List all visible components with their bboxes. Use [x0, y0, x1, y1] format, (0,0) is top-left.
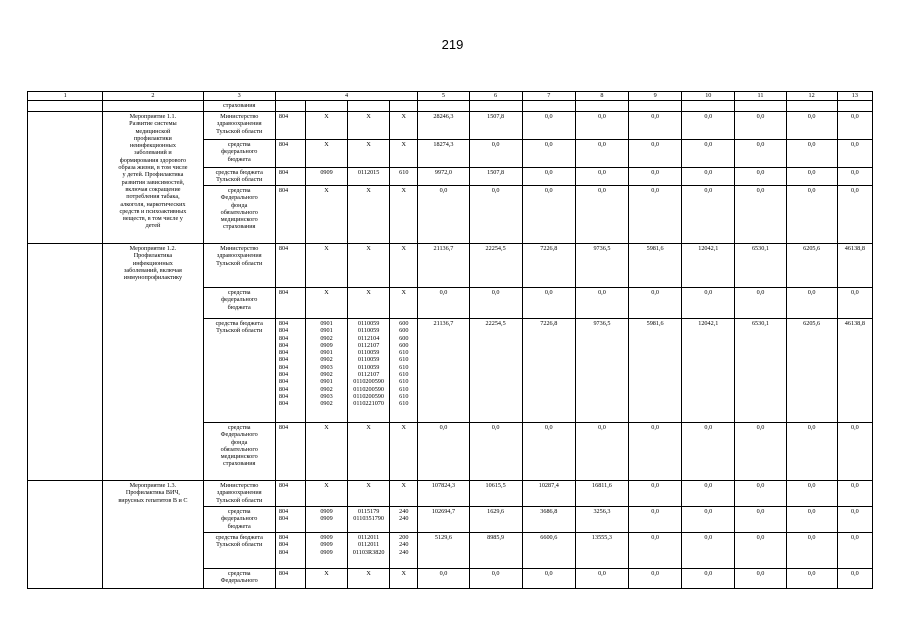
amount-cell: 0,0	[682, 423, 735, 481]
amount-cell: 10615,5	[469, 481, 522, 507]
amount-cell: 0,0	[786, 533, 837, 569]
amount-cell: 0,0	[735, 423, 786, 481]
amount-cell: 102694,7	[418, 507, 469, 533]
amount-cell	[522, 101, 575, 112]
empty-cell	[28, 101, 103, 112]
amount-cell: 22254,5	[469, 319, 522, 423]
section-code: 0909	[305, 168, 347, 186]
amount-cell: 0,0	[735, 112, 786, 140]
amount-cell: 0,0	[682, 481, 735, 507]
measure-name	[103, 101, 203, 112]
amount-cell: 10287,4	[522, 481, 575, 507]
ministry-code: 804	[275, 140, 305, 168]
empty-cell	[28, 112, 103, 244]
amount-cell: 21136,7	[418, 244, 469, 288]
amount-cell: 0,0	[682, 569, 735, 589]
amount-cell: 0,0	[735, 168, 786, 186]
amount-cell: 0,0	[575, 423, 628, 481]
amount-cell: 0,0	[837, 112, 872, 140]
header-cell: 6	[469, 92, 522, 101]
amount-cell: 1507,8	[469, 112, 522, 140]
ministry-code: 804 804 804	[275, 533, 305, 569]
amount-cell: 9736,5	[575, 244, 628, 288]
amount-cell: 0,0	[522, 423, 575, 481]
amount-cell	[837, 101, 872, 112]
amount-cell: 0,0	[682, 186, 735, 244]
funding-source: средства Федерального фонда обязательного медицинского страхования	[203, 423, 275, 481]
amount-cell: 1629,6	[469, 507, 522, 533]
amount-cell: 1507,8	[469, 168, 522, 186]
amount-cell: 0,0	[575, 186, 628, 244]
target-article-code: X	[348, 140, 390, 168]
section-code: X	[305, 112, 347, 140]
amount-cell: 0,0	[629, 112, 682, 140]
section-code: X	[305, 569, 347, 589]
amount-cell: 0,0	[629, 423, 682, 481]
amount-cell: 0,0	[575, 168, 628, 186]
amount-cell: 12042,1	[682, 244, 735, 288]
amount-cell: 0,0	[629, 140, 682, 168]
amount-cell: 107824,3	[418, 481, 469, 507]
amount-cell: 0,0	[682, 533, 735, 569]
amount-cell: 0,0	[418, 569, 469, 589]
funding-source: средства федерального бюджета	[203, 507, 275, 533]
header-cell: 11	[735, 92, 786, 101]
empty-cell	[28, 481, 103, 589]
amount-cell: 18274,3	[418, 140, 469, 168]
header-cell: 7	[522, 92, 575, 101]
amount-cell: 0,0	[629, 533, 682, 569]
amount-cell: 0,0	[469, 423, 522, 481]
funding-source: средства федерального бюджета	[203, 140, 275, 168]
expense-type-code: X	[390, 186, 418, 244]
expense-type-code: X	[390, 244, 418, 288]
section-code: X	[305, 481, 347, 507]
budget-table	[27, 91, 873, 589]
amount-cell	[682, 101, 735, 112]
target-article-code: X	[348, 244, 390, 288]
funding-source: средства бюджета Тульской области	[203, 533, 275, 569]
target-article-code: X	[348, 423, 390, 481]
amount-cell: 0,0	[837, 186, 872, 244]
amount-cell	[575, 101, 628, 112]
amount-cell: 8985,9	[469, 533, 522, 569]
amount-cell: 5981,6	[629, 244, 682, 288]
header-cell: 9	[629, 92, 682, 101]
target-article-code: 0115179 0110351790	[348, 507, 390, 533]
amount-cell: 0,0	[522, 168, 575, 186]
header-cell: 4	[275, 92, 418, 101]
amount-cell: 0,0	[522, 186, 575, 244]
amount-cell: 0,0	[469, 569, 522, 589]
header-cell: 5	[418, 92, 469, 101]
funding-source: средства Федерального	[203, 569, 275, 589]
amount-cell: 0,0	[629, 507, 682, 533]
amount-cell: 0,0	[418, 288, 469, 319]
header-row	[28, 92, 873, 101]
funding-source: Министерство здравоохранения Тульской области	[203, 481, 275, 507]
amount-cell: 7226,8	[522, 244, 575, 288]
amount-cell: 0,0	[837, 168, 872, 186]
amount-cell: 0,0	[786, 481, 837, 507]
amount-cell: 0,0	[786, 507, 837, 533]
amount-cell: 0,0	[575, 112, 628, 140]
amount-cell: 22254,5	[469, 244, 522, 288]
section-code: 0909 0909	[305, 507, 347, 533]
expense-type-code: 600 600 600 600 610 610 610 610 610 610 610 610	[390, 319, 418, 423]
amount-cell: 0,0	[682, 140, 735, 168]
header-cell: 10	[682, 92, 735, 101]
ministry-code: 804	[275, 112, 305, 140]
amount-cell: 6205,6	[786, 319, 837, 423]
amount-cell: 0,0	[837, 481, 872, 507]
ministry-code: 804	[275, 244, 305, 288]
ministry-code	[275, 101, 305, 112]
header-cell: 13	[837, 92, 872, 101]
amount-cell: 0,0	[682, 507, 735, 533]
section-code: X	[305, 186, 347, 244]
amount-cell: 0,0	[786, 186, 837, 244]
amount-cell: 0,0	[837, 423, 872, 481]
section-code: X	[305, 288, 347, 319]
amount-cell: 0,0	[629, 168, 682, 186]
amount-cell	[629, 101, 682, 112]
ministry-code: 804	[275, 423, 305, 481]
header-cell: 12	[786, 92, 837, 101]
amount-cell: 0,0	[629, 288, 682, 319]
amount-cell: 0,0	[735, 186, 786, 244]
funding-source: Министерство здравоохранения Тульской области	[203, 112, 275, 140]
amount-cell: 6205,6	[786, 244, 837, 288]
amount-cell: 21136,7	[418, 319, 469, 423]
amount-cell: 0,0	[575, 288, 628, 319]
amount-cell: 0,0	[837, 569, 872, 589]
section-code	[305, 101, 347, 112]
amount-cell: 0,0	[575, 140, 628, 168]
amount-cell: 0,0	[735, 288, 786, 319]
amount-cell: 7226,8	[522, 319, 575, 423]
amount-cell: 0,0	[469, 186, 522, 244]
target-article-code: X	[348, 569, 390, 589]
amount-cell: 0,0	[682, 288, 735, 319]
expense-type-code	[390, 101, 418, 112]
table-row	[28, 244, 873, 288]
amount-cell: 0,0	[575, 569, 628, 589]
target-article-code	[348, 101, 390, 112]
amount-cell: 0,0	[786, 569, 837, 589]
amount-cell: 0,0	[786, 140, 837, 168]
amount-cell: 0,0	[837, 140, 872, 168]
amount-cell: 9972,0	[418, 168, 469, 186]
amount-cell: 0,0	[418, 423, 469, 481]
funding-source: средства бюджета Тульской области	[203, 319, 275, 423]
amount-cell: 9736,5	[575, 319, 628, 423]
funding-source: Министерство здравоохранения Тульской области	[203, 244, 275, 288]
section-code: 0901 0901 0902 0909 0901 0902 0903 0902 0901 0902 0903 0902	[305, 319, 347, 423]
amount-cell	[469, 101, 522, 112]
expense-type-code: X	[390, 569, 418, 589]
ministry-code: 804	[275, 186, 305, 244]
amount-cell: 0,0	[735, 569, 786, 589]
expense-type-code: X	[390, 112, 418, 140]
amount-cell: 6600,6	[522, 533, 575, 569]
amount-cell: 0,0	[735, 507, 786, 533]
expense-type-code: 200 240 240	[390, 533, 418, 569]
amount-cell: 0,0	[469, 288, 522, 319]
target-article-code: X	[348, 112, 390, 140]
amount-cell: 0,0	[735, 533, 786, 569]
expense-type-code: X	[390, 288, 418, 319]
section-code: X	[305, 423, 347, 481]
amount-cell: 0,0	[629, 481, 682, 507]
amount-cell: 0,0	[522, 569, 575, 589]
amount-cell	[418, 101, 469, 112]
amount-cell: 13555,3	[575, 533, 628, 569]
ministry-code: 804	[275, 569, 305, 589]
amount-cell: 3256,3	[575, 507, 628, 533]
amount-cell: 0,0	[522, 112, 575, 140]
amount-cell: 46138,8	[837, 319, 872, 423]
section-code: 0909 0909 0909	[305, 533, 347, 569]
expense-type-code: X	[390, 140, 418, 168]
ministry-code: 804 804 804 804 804 804 804 804 804 804 804 804	[275, 319, 305, 423]
ministry-code: 804	[275, 481, 305, 507]
funding-source: средства федерального бюджета	[203, 288, 275, 319]
section-code: X	[305, 140, 347, 168]
amount-cell: 0,0	[837, 288, 872, 319]
amount-cell: 16811,6	[575, 481, 628, 507]
amount-cell: 3686,8	[522, 507, 575, 533]
header-cell: 8	[575, 92, 628, 101]
ministry-code: 804 804	[275, 507, 305, 533]
measure-name: Мероприятие 1.3. Профилактика ВИЧ, вирусных гепатитов В и С	[103, 481, 203, 589]
table-row	[28, 101, 873, 112]
funding-source: средства бюджета Тульской области	[203, 168, 275, 186]
amount-cell: 6530,1	[735, 319, 786, 423]
target-article-code: X	[348, 186, 390, 244]
amount-cell: 0,0	[522, 288, 575, 319]
header-cell: 2	[103, 92, 203, 101]
target-article-code: X	[348, 481, 390, 507]
amount-cell: 28246,3	[418, 112, 469, 140]
amount-cell: 0,0	[786, 288, 837, 319]
amount-cell: 0,0	[629, 186, 682, 244]
amount-cell: 0,0	[837, 533, 872, 569]
amount-cell: 0,0	[735, 140, 786, 168]
amount-cell: 5981,6	[629, 319, 682, 423]
amount-cell: 0,0	[522, 140, 575, 168]
measure-name: Мероприятие 1.2. Профилактика инфекционных заболеваний, включая иммунопрофилактику	[103, 244, 203, 481]
amount-cell: 0,0	[469, 140, 522, 168]
table-row	[28, 112, 873, 140]
amount-cell: 0,0	[418, 186, 469, 244]
section-code: X	[305, 244, 347, 288]
target-article-code: 0112011 0112011 01103R3820	[348, 533, 390, 569]
amount-cell: 0,0	[629, 569, 682, 589]
empty-cell	[28, 244, 103, 481]
header-cell: 3	[203, 92, 275, 101]
amount-cell: 0,0	[735, 481, 786, 507]
measure-name: Мероприятие 1.1. Развитие системы медицинской профилактики неинфекционных заболеваний и формирования здорового образа жизни, в том числе у детей. Профилактика развития зависимостей, включая сокращение потребления табака, алкоголя, наркотических средств и психоактивных веществ, в том числе у детей	[103, 112, 203, 244]
amount-cell: 0,0	[682, 112, 735, 140]
target-article-code: 0112015	[348, 168, 390, 186]
ministry-code: 804	[275, 168, 305, 186]
amount-cell: 0,0	[837, 507, 872, 533]
target-article-code: X	[348, 288, 390, 319]
expense-type-code: X	[390, 423, 418, 481]
expense-type-code: 240 240	[390, 507, 418, 533]
amount-cell: 0,0	[682, 168, 735, 186]
amount-cell: 6530,1	[735, 244, 786, 288]
amount-cell	[735, 101, 786, 112]
amount-cell: 0,0	[786, 168, 837, 186]
funding-source: страхования	[203, 101, 275, 112]
amount-cell: 0,0	[786, 423, 837, 481]
amount-cell	[786, 101, 837, 112]
expense-type-code: X	[390, 481, 418, 507]
expense-type-code: 610	[390, 168, 418, 186]
amount-cell: 0,0	[786, 112, 837, 140]
page-number: 219	[441, 37, 464, 52]
target-article-code: 0110059 0110059 0112104 0112107 0110059 0110059 0110059 0112107 0110200590 0110200590 0110200590 0110221070	[348, 319, 390, 423]
table-row	[28, 481, 873, 507]
amount-cell: 5129,6	[418, 533, 469, 569]
funding-source: средства Федерального фонда обязательного медицинского страхования	[203, 186, 275, 244]
amount-cell: 46138,8	[837, 244, 872, 288]
amount-cell: 12042,1	[682, 319, 735, 423]
ministry-code: 804	[275, 288, 305, 319]
header-cell: 1	[28, 92, 103, 101]
